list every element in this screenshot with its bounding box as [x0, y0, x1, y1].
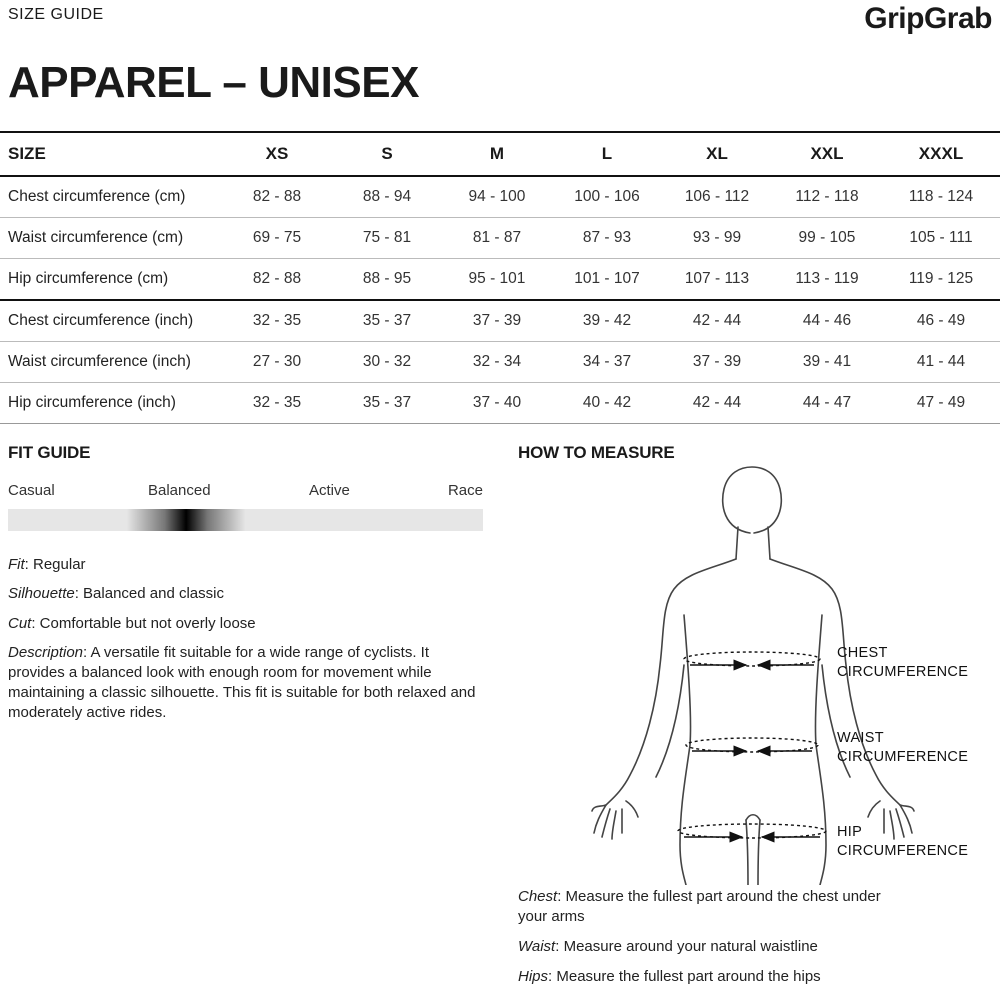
header-xxxl: XXXL: [918, 144, 964, 163]
table-cell: 94 - 100: [468, 188, 526, 205]
table-cell: 93 - 99: [692, 229, 742, 246]
table-cell: 30 - 32: [362, 353, 412, 370]
silhouette-line: [8, 584, 498, 604]
table-cell: 118 - 124: [908, 188, 974, 205]
table-cell: 88 - 94: [362, 188, 412, 205]
table-row: [0, 300, 1000, 342]
table-cell: 47 - 49: [916, 394, 966, 411]
table-cell: 112 - 118: [795, 188, 859, 205]
table-cell: 40 - 42: [582, 394, 632, 411]
header-s: S: [381, 144, 393, 163]
table-row: [0, 383, 1000, 424]
table-cell: 39 - 41: [802, 353, 852, 370]
table-row: [0, 218, 1000, 259]
cut-line: [8, 614, 498, 634]
table-cell: 106 - 112: [684, 188, 750, 205]
table-cell: 32 - 34: [472, 353, 522, 370]
chest-circumference-label: [837, 644, 968, 682]
table-cell: 41 - 44: [916, 353, 966, 370]
table-cell: 42 - 44: [692, 312, 742, 329]
cut-term: Cut: [8, 615, 32, 632]
fit-line: [8, 555, 498, 575]
row-label: Waist circumference (cm): [8, 229, 184, 246]
waist-circumference-label: [837, 729, 968, 767]
cut-value: : Comfortable but not overly loose: [31, 615, 256, 632]
size-table: [0, 131, 1000, 424]
chest-label-line1: CHEST: [837, 645, 888, 661]
table-cell: 42 - 44: [692, 394, 742, 411]
table-cell: 44 - 47: [802, 394, 852, 411]
gripgrab-logo: GripGrab: [864, 2, 992, 35]
silhouette-term: Silhouette: [8, 585, 75, 602]
table-cell: 46 - 49: [916, 312, 966, 329]
table-cell: 95 - 101: [468, 270, 526, 287]
waist-text: : Measure around your natural waistline: [555, 938, 818, 955]
table-cell: 37 - 39: [472, 312, 522, 329]
hips-term: Hips: [518, 968, 549, 985]
waist-label-line1: WAIST: [837, 730, 884, 746]
table-cell: 37 - 39: [692, 353, 742, 370]
fit-scale-labels: [8, 482, 483, 502]
fit-value: : Regular: [24, 556, 86, 573]
table-cell: 105 - 111: [909, 229, 973, 246]
fit-term: Fit: [8, 556, 25, 573]
fit-scale-casual: Casual: [8, 482, 55, 499]
table-cell: 82 - 88: [252, 270, 302, 287]
header-xl: XL: [706, 144, 728, 163]
description-value: : A versatile fit suitable for a wide range of cyclists. It provides a balanced look with enough room for movement while maintaining a classic silhouette. This fit is suitable for both relaxed and moderately active rides.: [8, 644, 476, 721]
fit-guide-title: FIT GUIDE: [8, 443, 91, 462]
fit-scale-race: Race: [447, 482, 483, 499]
silhouette-value: : Balanced and classic: [74, 585, 224, 602]
table-cell: 99 - 105: [798, 229, 856, 246]
description-paragraph: [8, 643, 486, 723]
table-cell: 82 - 88: [252, 188, 302, 205]
table-cell: 32 - 35: [252, 394, 302, 411]
table-row: [0, 342, 1000, 383]
table-cell: 101 - 107: [574, 270, 640, 287]
header-l: L: [601, 144, 613, 163]
header-m: M: [489, 144, 505, 163]
table-header-row: [0, 132, 1000, 176]
header-xs: XS: [265, 144, 289, 163]
table-cell: 44 - 46: [802, 312, 852, 329]
row-label: Chest circumference (cm): [8, 188, 186, 205]
table-cell: 119 - 125: [908, 270, 974, 287]
table-cell: 35 - 37: [362, 394, 412, 411]
table-row: [0, 259, 1000, 301]
table-cell: 75 - 81: [362, 229, 412, 246]
chest-instruction: [518, 887, 908, 927]
hips-text: : Measure the fullest part around the hips: [548, 968, 821, 985]
hip-label-line1: HIP: [837, 824, 863, 840]
table-cell: 35 - 37: [362, 312, 412, 329]
hips-instruction: [518, 967, 988, 987]
chest-text: : Measure the fullest part around the chest under your arms: [518, 888, 881, 925]
hip-label-line2: CIRCUMFERENCE: [837, 843, 969, 859]
fit-scale-active: Active: [309, 482, 350, 499]
table-cell: 27 - 30: [252, 353, 302, 370]
table-cell: 100 - 106: [574, 188, 640, 205]
size-guide-label: SIZE GUIDE: [8, 6, 104, 23]
description-term: Description: [8, 644, 84, 661]
how-to-measure-title: HOW TO MEASURE: [518, 443, 675, 462]
table-cell: 37 - 40: [472, 394, 522, 411]
table-cell: 113 - 119: [795, 270, 859, 287]
header-size: SIZE: [8, 144, 46, 163]
chest-label-line2: CIRCUMFERENCE: [837, 664, 969, 680]
hip-circumference-label: [837, 823, 968, 861]
table-cell: 81 - 87: [472, 229, 522, 246]
table-cell: 87 - 93: [582, 229, 632, 246]
row-label: Hip circumference (inch): [8, 394, 176, 411]
table-cell: 32 - 35: [252, 312, 302, 329]
header-xxl: XXL: [810, 144, 844, 163]
fit-scale-balanced: Balanced: [148, 482, 211, 499]
page-title: APPAREL – UNISEX: [8, 58, 419, 107]
row-label: Waist circumference (inch): [8, 353, 191, 370]
waist-label-line2: CIRCUMFERENCE: [837, 749, 969, 765]
row-label: Hip circumference (cm): [8, 270, 169, 287]
fit-indicator-bar: [8, 509, 483, 531]
waist-term: Waist: [518, 938, 556, 955]
table-row: [0, 176, 1000, 218]
table-cell: 39 - 42: [582, 312, 632, 329]
waist-instruction: [518, 937, 988, 957]
row-label: Chest circumference (inch): [8, 312, 194, 329]
table-cell: 34 - 37: [582, 353, 632, 370]
table-cell: 69 - 75: [252, 229, 302, 246]
table-cell: 88 - 95: [362, 270, 412, 287]
table-cell: 107 - 113: [684, 270, 750, 287]
chest-term: Chest: [518, 888, 558, 905]
